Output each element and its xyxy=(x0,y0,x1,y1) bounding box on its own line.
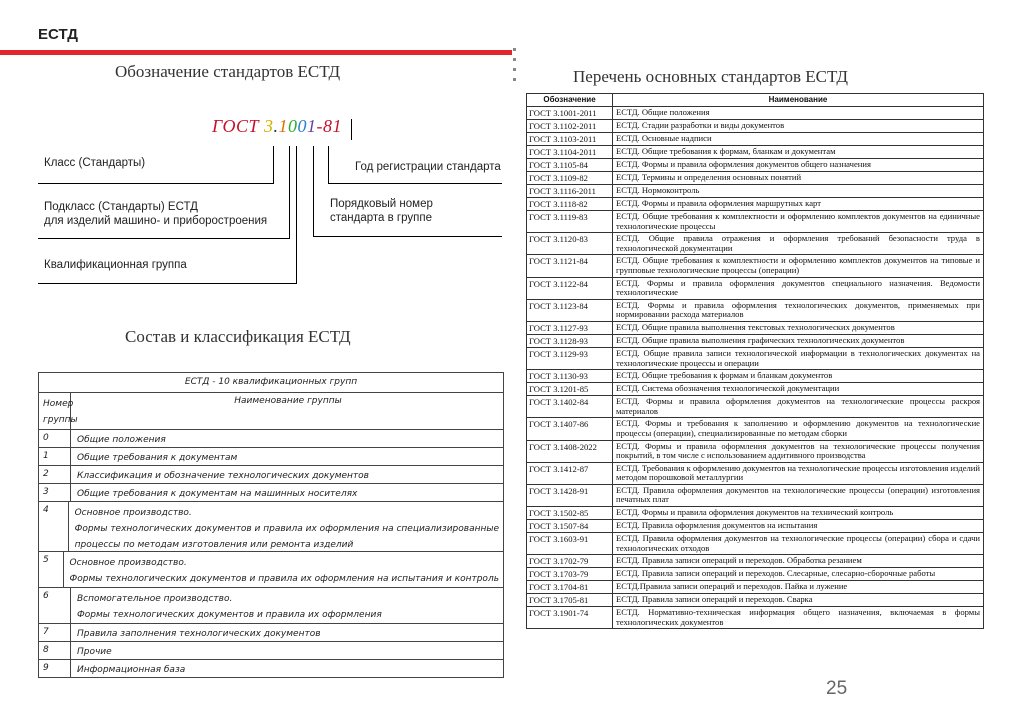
standard-name: ЕСТД. Формы и правила оформления документов специального назначения. Ведомости технологические xyxy=(616,277,980,298)
code-dot: . xyxy=(273,116,279,136)
standard-name: ЕСТД. Общие требования к формам, бланкам и документам xyxy=(616,146,836,156)
table-row xyxy=(527,107,983,120)
standard-name: ЕСТД. Стадии разработки и виды документов xyxy=(616,120,785,130)
groups-table-body xyxy=(39,430,503,677)
table-row xyxy=(527,172,983,185)
standard-name: ЕСТД. Правила записи операций и переходов. Слесарные, слесарно-сборочные работы xyxy=(616,568,936,579)
code-seq-b: 1 xyxy=(307,116,317,136)
standard-name: ЕСТД. Формы и правила оформления документов на технологические процессы получения покрытий, в том числе с использованием аддитивного производства xyxy=(616,440,980,461)
label-subclass-2: для изделий машино- и приборостроения xyxy=(44,215,268,227)
subclass-underline xyxy=(38,238,289,239)
group-number: 8 xyxy=(39,642,71,659)
group-name-line: процессы по методам изготовления или ремонта изделий xyxy=(74,540,354,550)
page-title: ЕСТД xyxy=(38,26,78,43)
class-underline xyxy=(38,183,273,184)
table-row xyxy=(527,322,983,335)
standard-code: ГОСТ 3.1407-86 xyxy=(527,418,613,439)
standard-code: ГОСТ 3.1428-91 xyxy=(527,485,613,506)
table-row xyxy=(527,348,983,370)
group-name-line: Прочие xyxy=(77,647,112,657)
composition-heading: Состав и классификация ЕСТД xyxy=(125,327,351,346)
table-row xyxy=(527,300,983,322)
standard-code: ГОСТ 3.1118-82 xyxy=(527,198,613,210)
table-row xyxy=(39,624,503,642)
standard-code: ГОСТ 3.1507-84 xyxy=(527,520,613,532)
standard-name: ЕСТД. Формы и правила оформления технологических документов, применяемых при нормировании расхода материалов xyxy=(616,299,980,320)
standard-code: ГОСТ 3.1502-85 xyxy=(527,507,613,519)
table-row xyxy=(39,430,503,448)
table-row xyxy=(527,396,983,418)
standard-code: ГОСТ 3.1123-84 xyxy=(527,300,613,321)
standard-code: ГОСТ 3.1128-93 xyxy=(527,335,613,347)
table-row xyxy=(527,520,983,533)
table-row xyxy=(527,485,983,507)
standard-code: ГОСТ 3.1402-84 xyxy=(527,396,613,417)
group-number: 3 xyxy=(39,484,71,501)
table-row xyxy=(527,211,983,233)
standard-name: ЕСТД. Формы и правила оформления документов на технологические процессы раскроя материалов xyxy=(616,396,980,416)
standard-name: ЕСТД. Нормативно-техническая информация общего назначения, включаемая в формы технологических документов xyxy=(616,607,980,627)
table-row xyxy=(527,185,983,198)
standard-name: ЕСТД. Правила записи операций и переходов. Обработка резанием xyxy=(616,555,862,566)
group-name xyxy=(71,448,503,465)
col-number-header-2: группы xyxy=(43,415,78,425)
code-subclass: 1 xyxy=(278,116,289,136)
group-name-line: Общие требования к документам xyxy=(77,453,238,463)
standard-name: ЕСТД. Общие правила выполнения графических технологических документов xyxy=(616,334,905,345)
standard-code: ГОСТ 3.1121-84 xyxy=(527,255,613,276)
group-number: 7 xyxy=(39,624,71,641)
col-name-header: Наименование группы xyxy=(234,396,342,406)
table-row xyxy=(527,463,983,485)
qualification-underline xyxy=(38,283,296,284)
group-number: 9 xyxy=(39,660,71,677)
standard-code: ГОСТ 3.1130-93 xyxy=(527,370,613,382)
col-name-header: Наименование xyxy=(768,95,828,104)
table-row xyxy=(39,660,503,677)
year-connector xyxy=(328,146,329,184)
standard-code: ГОСТ 3.1104-2011 xyxy=(527,146,613,158)
standard-name: ЕСТД. Общие положения xyxy=(616,107,710,117)
standard-name: ЕСТД. Правила оформления документов на испытания xyxy=(616,520,818,531)
standard-name: ЕСТД. Правила оформления документов на технологические процессы (операции) изготовления печатных плат xyxy=(616,484,980,505)
table-row xyxy=(527,255,983,277)
table-row xyxy=(39,588,503,624)
standard-name: ЕСТД. Общие правила записи технологической информации в технологических документах на технологические процессы и операции xyxy=(616,347,980,368)
standard-code: ГОСТ 3.1901-74 xyxy=(527,607,613,628)
standard-code: ГОСТ 3.1201-85 xyxy=(527,383,613,395)
standard-name: ЕСТД. Общие требования к комплектности и оформлению комплектов документов на единичные технологические процессы xyxy=(616,211,980,231)
standard-code: ГОСТ 3.1001-2011 xyxy=(527,107,613,119)
year-underline xyxy=(328,183,502,184)
standard-code: ГОСТ 3.1127-93 xyxy=(527,322,613,334)
standard-code: ГОСТ 3.1122-84 xyxy=(527,278,613,299)
standard-name: ЕСТД. Термины и определения основных понятий xyxy=(616,172,802,182)
group-name-line: Вспомогательное производство. xyxy=(77,594,233,604)
table-row xyxy=(527,335,983,348)
page-number: 25 xyxy=(826,678,848,699)
standards-heading: Перечень основных стандартов ЕСТД xyxy=(573,67,848,86)
col-code-header: Обозначение xyxy=(527,94,613,106)
header-red-line xyxy=(0,50,512,55)
group-name-line: Основное производство. xyxy=(69,558,187,568)
standard-code: ГОСТ 3.1103-2011 xyxy=(527,133,613,145)
table-row xyxy=(527,594,983,607)
standard-name: ЕСТД. Требования к оформлению документов на технологические процессы изготовления изделий методом порошковой металлургии xyxy=(616,462,980,483)
group-name xyxy=(71,484,503,501)
standard-name: ЕСТД. Формы и правила оформления документов общего назначения xyxy=(616,159,871,169)
standard-code: ГОСТ 3.1129-93 xyxy=(527,348,613,369)
label-subclass-1: Подкласс (Стандарты) ЕСТД xyxy=(44,201,198,213)
table-row xyxy=(527,383,983,396)
qualification-connector xyxy=(296,146,297,284)
standard-code: ГОСТ 3.1102-2011 xyxy=(527,120,613,132)
table-row xyxy=(527,278,983,300)
subclass-connector xyxy=(289,146,290,239)
group-name-line: Формы технологических документов и правила их оформления xyxy=(77,610,382,620)
group-name-line: Формы технологических документов и правила их оформления на испытания и контроль xyxy=(69,574,499,584)
table-row xyxy=(527,120,983,133)
standard-code: ГОСТ 3.1704-81 xyxy=(527,581,613,593)
table-row xyxy=(527,233,983,255)
group-name xyxy=(71,430,503,447)
code-gost: ГОСТ xyxy=(212,116,260,136)
col-number-header-1: Номер xyxy=(43,399,74,409)
table-row xyxy=(527,533,983,555)
table-row xyxy=(527,370,983,383)
group-number: 1 xyxy=(39,448,71,465)
group-name-line: Общие требования к документам на машинных носителях xyxy=(77,489,358,499)
standard-code: ГОСТ 3.1116-2011 xyxy=(527,185,613,197)
standard-code: ГОСТ 3.1705-81 xyxy=(527,594,613,606)
standard-name: ЕСТД. Правила записи операций и переходов. Сварка xyxy=(616,594,813,605)
label-seq-2: стандарта в группе xyxy=(330,212,432,224)
gost-code xyxy=(212,116,342,137)
table-row xyxy=(39,642,503,660)
code-year: 81 xyxy=(323,116,343,136)
code-dash: - xyxy=(316,116,324,136)
standard-code: ГОСТ 3.1412-87 xyxy=(527,463,613,484)
code-group: 0 xyxy=(288,116,298,136)
standards-table-body xyxy=(527,107,983,628)
table-row xyxy=(527,159,983,172)
standard-code: ГОСТ 3.1703-79 xyxy=(527,568,613,580)
cursor-line xyxy=(351,119,352,140)
standard-name: ЕСТД. Формы и правила оформления документов на технический контроль xyxy=(616,507,894,518)
group-number: 2 xyxy=(39,466,71,483)
table-row xyxy=(39,502,503,552)
label-qualification: Квалификационная группа xyxy=(44,259,187,271)
seq-connector xyxy=(313,146,314,236)
table-row xyxy=(527,568,983,581)
standard-name: ЕСТД. Правила оформления документов на технологические процессы (операции) сбора и сдачи технологических отходов xyxy=(616,533,980,553)
groups-table xyxy=(38,372,504,678)
label-class: Класс (Стандарты) xyxy=(44,157,146,169)
standard-name: ЕСТД. Формы и правила оформления маршрутных карт xyxy=(616,198,821,208)
standard-name: ЕСТД. Основные надписи xyxy=(616,133,712,143)
standard-name: ЕСТД. Общие правила отражения и оформления требований безопасности труда в технологической документации xyxy=(616,233,980,253)
table-row xyxy=(527,441,983,463)
group-name xyxy=(71,466,503,483)
standard-name: ЕСТД. Нормоконтроль xyxy=(616,185,700,195)
table-row xyxy=(527,581,983,594)
standard-name: ЕСТД. Формы и требования к заполнению и оформлению документов на технологические процессы (операции), специализированные по методам сборки xyxy=(616,418,980,438)
label-seq-1: Порядковый номер xyxy=(330,198,433,210)
group-number: 0 xyxy=(39,430,71,447)
table-row xyxy=(527,133,983,146)
designation-heading: Обозначение стандартов ЕСТД xyxy=(115,62,341,81)
table-row xyxy=(527,555,983,568)
table-row xyxy=(39,448,503,466)
standard-code: ГОСТ 3.1120-83 xyxy=(527,233,613,254)
standard-code: ГОСТ 3.1119-83 xyxy=(527,211,613,232)
table-row xyxy=(39,552,503,588)
group-number: 5 xyxy=(39,552,64,587)
groups-table-caption: ЕСТД - 10 квалификационных групп xyxy=(39,373,503,393)
standard-name: ЕСТД. Система обозначения технологической документации xyxy=(616,383,840,394)
class-connector xyxy=(273,146,274,184)
groups-table-header xyxy=(39,393,503,430)
standard-code: ГОСТ 3.1603-91 xyxy=(527,533,613,554)
group-name xyxy=(71,660,503,677)
standards-table xyxy=(526,93,984,629)
group-number: 6 xyxy=(39,588,71,623)
table-row xyxy=(527,507,983,520)
group-name-line: Формы технологических документов и правила их оформления на специализированные xyxy=(74,524,499,534)
table-row xyxy=(527,146,983,159)
group-name-line: Классификация и обозначение технологических документов xyxy=(77,471,369,481)
group-name xyxy=(71,588,503,623)
group-name xyxy=(71,624,503,641)
standards-table-header xyxy=(527,94,983,107)
group-name xyxy=(71,642,503,659)
table-row xyxy=(39,484,503,502)
seq-underline xyxy=(313,236,502,237)
table-row xyxy=(527,607,983,628)
standard-code: ГОСТ 3.1702-79 xyxy=(527,555,613,567)
standard-code: ГОСТ 3.1105-84 xyxy=(527,159,613,171)
label-year: Год регистрации стандарта xyxy=(355,161,501,173)
table-row xyxy=(39,466,503,484)
standard-name: ЕСТД. Общие требования к формам и бланкам документов xyxy=(616,370,833,381)
group-name-line: Общие положения xyxy=(77,435,166,445)
group-name-line: Основное производство. xyxy=(74,508,192,518)
code-seq-a: 0 xyxy=(297,116,308,136)
table-row xyxy=(527,418,983,440)
group-name-line: Правила заполнения технологических документов xyxy=(77,629,321,639)
group-name xyxy=(64,552,503,587)
standard-name: ЕСТД. Общие правила выполнения текстовых технологических документов xyxy=(616,321,895,332)
group-number: 4 xyxy=(39,502,69,551)
header-dots xyxy=(513,48,519,88)
standard-code: ГОСТ 3.1408-2022 xyxy=(527,441,613,462)
group-name xyxy=(69,502,503,551)
standard-code: ГОСТ 3.1109-82 xyxy=(527,172,613,184)
standard-name: ЕСТД. Общие требования к комплектности и оформлению комплектов документов на типовые и групповые технологические процессы (операции) xyxy=(616,255,980,275)
group-name-line: Информационная база xyxy=(77,665,186,675)
col-number-header xyxy=(39,393,78,429)
standard-name: ЕСТД.Правила записи операций и переходов. Пайка и лужение xyxy=(616,581,848,592)
code-class: 3 xyxy=(264,116,274,136)
table-row xyxy=(527,198,983,211)
